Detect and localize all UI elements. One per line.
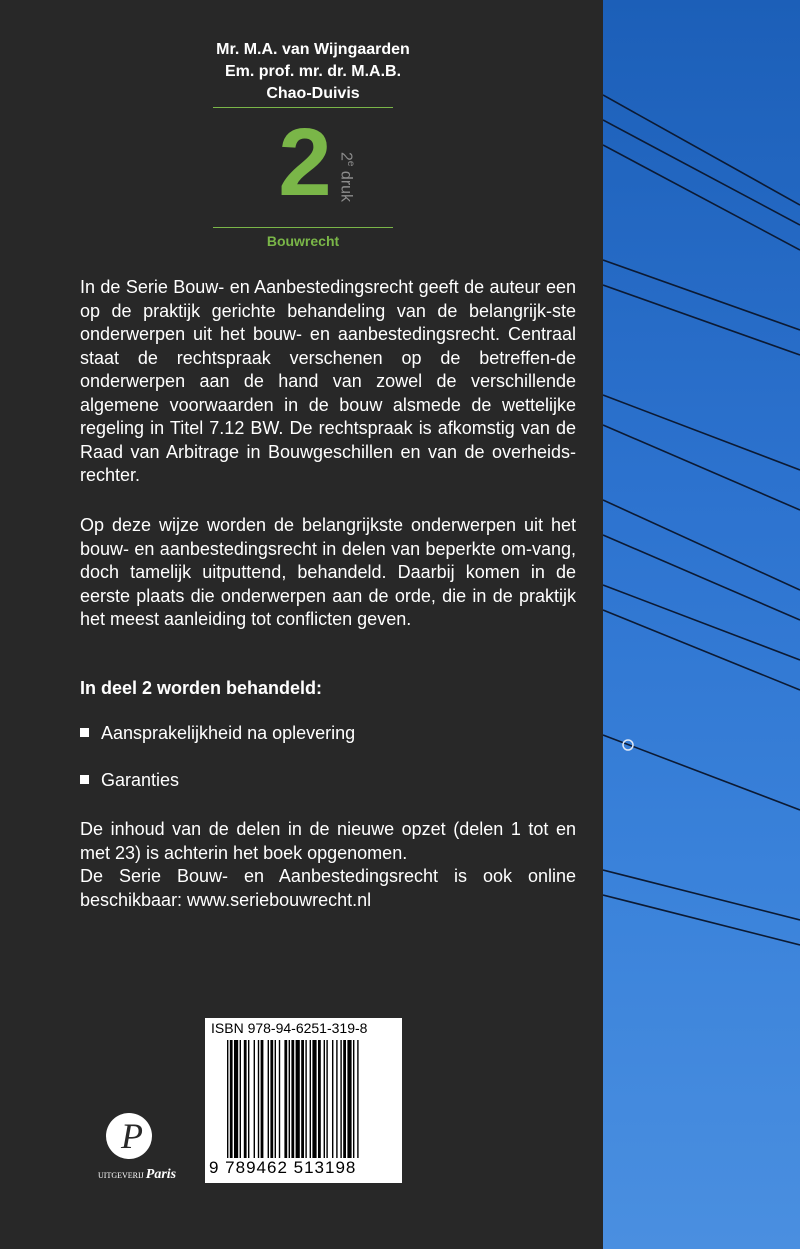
author-line-3: Chao-Duivis bbox=[266, 85, 360, 102]
publisher-name bbox=[98, 1167, 176, 1183]
cover-photo-sky bbox=[603, 0, 800, 1249]
publisher-logo bbox=[98, 1113, 177, 1187]
volume-title: Bouwrecht bbox=[266, 233, 340, 249]
bullet-square-icon bbox=[80, 728, 89, 737]
author-line-2: Em. prof. mr. dr. M.A.B. bbox=[224, 63, 402, 80]
barcode-bar bbox=[324, 1040, 325, 1158]
barcode-bar bbox=[357, 1040, 358, 1158]
barcode-bar bbox=[248, 1040, 249, 1158]
barcode-bar bbox=[284, 1040, 287, 1158]
barcode-bar bbox=[270, 1040, 273, 1158]
barcode-bar bbox=[332, 1040, 333, 1158]
barcode-bar bbox=[353, 1040, 354, 1158]
barcode-bar bbox=[289, 1040, 290, 1158]
description-paragraph-2: Op deze wijze worden de belangrijkste onderwerpen uit het bouw- en aanbestedingsrecht in delen van beperkte om-vang, doch tamelijk uitputtend, behandeld. Daarbij komen in de eerste plaats die onderwerpen aan de orde, die in de praktijk het meest aanleiding tot conflicten geven. bbox=[80, 515, 576, 629]
barcode-bar bbox=[230, 1040, 233, 1158]
barcode-bar bbox=[279, 1040, 280, 1158]
bullet-square-icon bbox=[80, 775, 89, 784]
publisher-wordmark: Paris bbox=[145, 1167, 177, 1182]
barcode-bar bbox=[234, 1040, 238, 1158]
topic-label: Aansprakelijkheid na oplevering bbox=[101, 723, 356, 743]
barcode-bar bbox=[296, 1040, 300, 1158]
barcode-bar bbox=[347, 1040, 351, 1158]
barcode-bar bbox=[258, 1040, 259, 1158]
description-paragraph-1: In de Serie Bouw- en Aanbestedingsrecht geeft de auteur een op de praktijk gerichte behandeling van de belangrijk-ste onderwerpen uit het bouw- en aanbestedingsrecht. Centraal staat de rechtspraak verschenen op de betreffen-de onderwerpen aan de hand van zowel de verschillende algemene voorwaarden in de bouw alsmede de wettelijke regeling in Titel 7.12 BW. De rechtspraak is afkomstig van de Raad van Arbitrage in Bouwgeschillen en van de overheids-rechter. bbox=[80, 277, 576, 485]
barcode-bar bbox=[343, 1040, 346, 1158]
description-paragraph-4: De Serie Bouw- en Aanbestedingsrecht is ook online beschikbaar: www.seriebouwrecht.nl bbox=[80, 866, 576, 910]
publisher-logo-letter: P bbox=[121, 1116, 143, 1156]
publisher-prefix: UITGEVERIJ bbox=[98, 1171, 146, 1180]
isbn-label: ISBN 978-94-6251-319-8 bbox=[211, 1020, 368, 1036]
topic-item bbox=[80, 723, 355, 744]
barcode-bar bbox=[291, 1040, 294, 1158]
topics-heading: In deel 2 worden behandeld: bbox=[80, 678, 323, 698]
barcode-bar bbox=[305, 1040, 306, 1158]
barcode-bar bbox=[244, 1040, 247, 1158]
barcode-bar bbox=[336, 1040, 337, 1158]
description-paragraph-3: De inhoud van de delen in de nieuwe opzet (delen 1 tot en met 23) is achterin het boek opgenomen. bbox=[80, 819, 576, 863]
barcode-bar bbox=[318, 1040, 321, 1158]
barcode-bar bbox=[254, 1040, 255, 1158]
barcode-bar bbox=[268, 1040, 269, 1158]
barcode-bars bbox=[227, 1040, 399, 1158]
author-block bbox=[170, 39, 456, 105]
barcode-bar bbox=[326, 1040, 327, 1158]
power-lines-photo bbox=[603, 0, 800, 1249]
topic-item bbox=[80, 770, 179, 791]
edition-word: druk bbox=[337, 166, 355, 203]
bottom-divider bbox=[213, 227, 393, 228]
edition-sup: e bbox=[345, 160, 356, 167]
edition-label bbox=[337, 152, 356, 202]
barcode-bar bbox=[310, 1040, 311, 1158]
edition-number: 2 bbox=[337, 152, 355, 161]
barcode-bar bbox=[340, 1040, 341, 1158]
barcode-bar bbox=[301, 1040, 304, 1158]
isbn-barcode bbox=[205, 1018, 402, 1183]
barcode-number: 9 789462 513198 bbox=[209, 1158, 357, 1177]
barcode-bar bbox=[240, 1040, 241, 1158]
volume-number: 2 bbox=[278, 109, 332, 216]
barcode-bar bbox=[275, 1040, 276, 1158]
barcode-bar bbox=[261, 1040, 264, 1158]
barcode-bar bbox=[227, 1040, 228, 1158]
barcode-bar bbox=[312, 1040, 316, 1158]
topic-label: Garanties bbox=[101, 770, 180, 790]
author-line-1: Mr. M.A. van Wijngaarden bbox=[216, 41, 410, 58]
